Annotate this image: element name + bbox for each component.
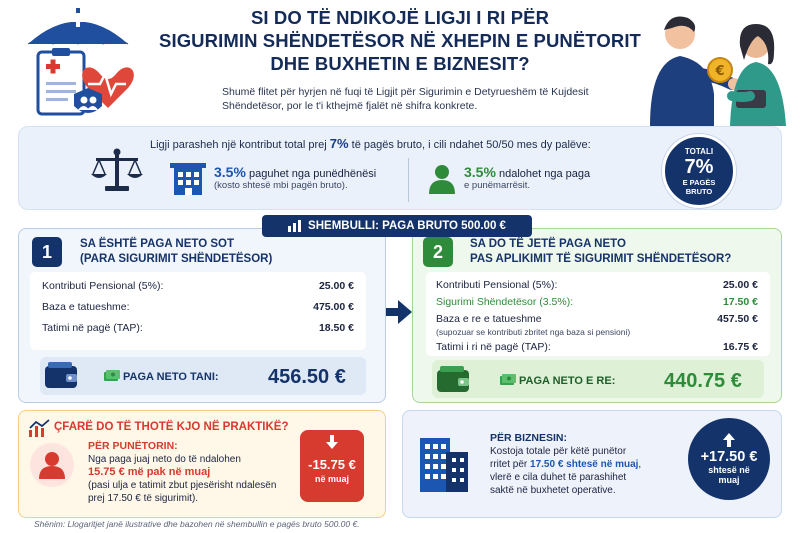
business-title: PËR BIZNESIN: <box>490 432 568 444</box>
business-cost-value: +17.50 € <box>700 449 758 465</box>
panel-2-row <box>436 341 758 353</box>
title-line-2: SIGURIMIN SHËNDETËSOR NË XHEPIN E PUNËTORIT <box>159 30 641 51</box>
business-line-1: Kostoja totale për këtë punëtor <box>490 446 627 457</box>
business-text <box>490 432 680 497</box>
scales-icon <box>90 146 144 194</box>
svg-text:€: € <box>715 64 725 79</box>
wallet-icon <box>436 364 470 394</box>
employer-text: paguhet nga punëdhënësi <box>245 168 377 180</box>
panel-1-heading <box>80 237 272 267</box>
panel-2-subtitle: PAS APLIKIMIT TË SIGURIMIT SHËNDETËSOR? <box>470 253 732 265</box>
base-note: (supozuar se kontributi zbritet nga baza si pensioni) <box>436 327 631 337</box>
panel-1-title: SA ËSHTË PAGA NETO SOT <box>80 238 234 250</box>
intro-text: Shumë flitet për hyrjen në fuqi të Ligjit për Sigurimin e Detyrueshëm të Kujdesit Shëndetësor, por le t'i kthejmë fjalët në shifra konkrete. <box>222 86 589 112</box>
deduction-value: -15.75 € <box>308 457 356 472</box>
panel-1-row <box>42 322 354 334</box>
total-pct: 7% <box>684 155 714 178</box>
practice-heading: ÇFARË DO TË THOTË KJO NË PRAKTIKË? <box>54 421 289 433</box>
total-badge <box>662 134 736 208</box>
panel-2-row-health <box>436 296 758 308</box>
arrow-down-icon <box>326 435 338 449</box>
row-label: Tatimi i ri në pagë (TAP): <box>436 341 551 353</box>
worker-title: PËR PUNËTORIN: <box>88 440 178 452</box>
net-now-value: 456.50 € <box>268 366 346 388</box>
net-new-label: PAGA NETO E RE: <box>519 375 616 387</box>
panel-1-subtitle: (PARA SIGURIMIT SHËNDETËSOR) <box>80 253 273 265</box>
employer-note: (kosto shtesë mbi pagën bruto). <box>214 180 348 191</box>
row-label: Tatimi në pagë (TAP): <box>42 322 143 334</box>
lead-text-before: Ligji parasheh një kontribut total prej <box>150 139 330 151</box>
arrow-right-icon <box>386 300 412 324</box>
example-banner <box>262 215 532 237</box>
row-label: Baza e tatueshme: <box>42 301 130 313</box>
employer-pct: 3.5% <box>214 164 246 180</box>
total-bottom-1: E PAGËS <box>682 177 716 187</box>
employee-share <box>464 164 634 191</box>
row-label: Kontributi Pensional (5%): <box>436 279 558 291</box>
employee-pct: 3.5% <box>464 164 496 180</box>
worker-amount: 15.75 € më pak në muaj <box>88 466 211 478</box>
net-now-label: PAGA NETO TANI: <box>123 371 219 383</box>
worker-text <box>88 440 298 505</box>
business-line-2-after: , <box>638 459 642 470</box>
wallet-icon <box>44 360 78 390</box>
worker-line-1: Nga paga juaj neto do të ndalohen <box>88 454 241 465</box>
panel-1-row <box>42 301 354 313</box>
business-line-3: vlerë e cila duhet të parashihet <box>490 472 627 483</box>
employee-text: ndalohet nga paga <box>495 168 591 180</box>
panel-1-number: 1 <box>32 237 62 267</box>
business-amount: 17.50 € shtesë në muaj <box>530 459 639 470</box>
page-title <box>150 6 650 75</box>
trend-chart-icon <box>28 418 50 438</box>
row-label: Baza e re e tatueshme <box>436 313 542 325</box>
worker-avatar <box>30 443 74 487</box>
panel-2-title: SA DO TË JETË PAGA NETO <box>470 238 626 250</box>
row-value: 18.50 € <box>318 322 354 334</box>
money-icon <box>104 370 120 382</box>
footnote: Shënim: Llogaritjet janë ilustrative dhe bazohen në shembullin e pagës bruto 500.00 €. <box>34 519 360 529</box>
row-value: 17.50 € <box>722 296 758 308</box>
row-value: 25.00 € <box>318 280 354 292</box>
example-banner-text: SHEMBULLI: PAGA BRUTO 500.00 € <box>308 220 506 232</box>
title-line-3: DHE BUXHETIN E BIZNESIT? <box>270 53 530 74</box>
office-building-icon <box>416 428 470 492</box>
panel-2-heading <box>470 237 731 267</box>
business-line-2-before: rritet për <box>490 459 531 470</box>
net-new-value: 440.75 € <box>664 370 742 392</box>
worker-line-3: (pasi ulja e tatimit zbut pjesërisht ndalesën <box>88 480 277 491</box>
row-value: 475.00 € <box>313 301 354 313</box>
lead-pct: 7% <box>329 136 349 151</box>
person-icon <box>428 164 456 194</box>
employee-note: e punëmarrësit. <box>464 180 531 191</box>
health-insurance-illustration <box>8 4 148 124</box>
people-exchange-illustration <box>640 4 792 126</box>
building-icon <box>170 163 206 195</box>
row-label: Kontributi Pensional (5%): <box>42 280 164 292</box>
contribution-lead <box>150 136 591 151</box>
panel-2-row <box>436 313 758 325</box>
deduction-unit: në muaj <box>314 474 349 484</box>
money-icon <box>500 374 516 386</box>
employer-share <box>214 164 414 191</box>
title-line-1: SI DO TË NDIKOJË LIGJI I RI PËR <box>250 7 550 28</box>
row-value: 16.75 € <box>722 341 758 353</box>
worker-line-4: prej 17.50 € të sigurimit). <box>88 493 199 504</box>
business-cost-badge <box>688 418 770 500</box>
panel-2-row <box>436 279 758 291</box>
person-icon <box>39 451 65 479</box>
deduction-badge <box>300 430 364 502</box>
lead-text-after: të pagës bruto, i cili ndahet 50/50 mes dy palëve: <box>348 139 591 151</box>
divider <box>408 158 409 202</box>
bar-chart-icon <box>288 220 302 232</box>
business-cost-unit-2: muaj <box>718 475 740 485</box>
panel-1-row <box>42 280 354 292</box>
row-label: Sigurimi Shëndetësor (3.5%): <box>436 296 574 308</box>
business-line-4: saktë në buxhetet operative. <box>490 485 616 496</box>
business-cost-unit-1: shtesë në <box>708 465 750 475</box>
arrow-up-icon <box>723 433 735 447</box>
panel-2-number: 2 <box>423 237 453 267</box>
total-top: TOTALI <box>684 146 714 156</box>
row-value: 457.50 € <box>717 313 758 325</box>
total-bottom-2: BRUTO <box>685 186 713 196</box>
row-value: 25.00 € <box>722 279 758 291</box>
